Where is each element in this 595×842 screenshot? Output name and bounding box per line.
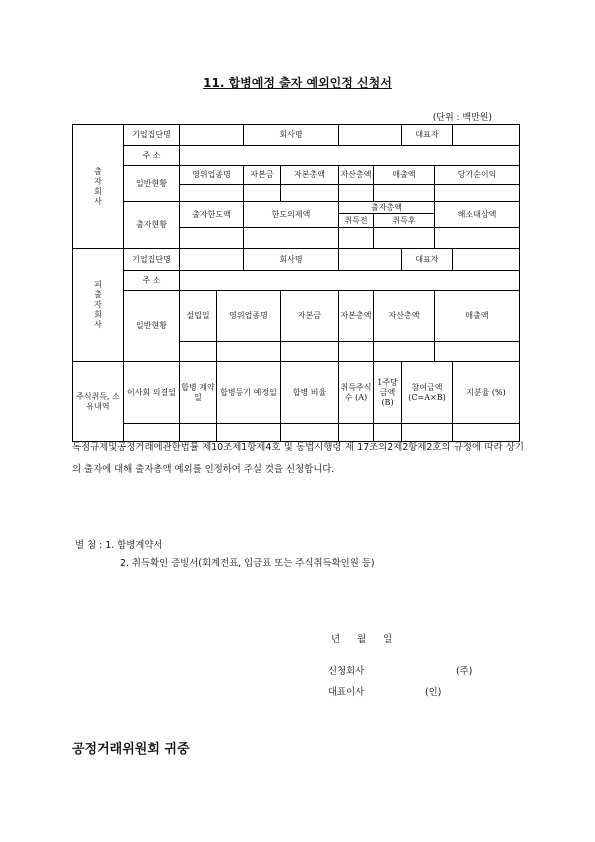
target-address-label: 주 소 (124, 271, 180, 291)
target-address-field[interactable] (180, 271, 520, 291)
investor-ceo-field[interactable] (453, 125, 520, 146)
investor-total-capital-field[interactable] (281, 185, 339, 202)
investor-general-label: 일반현황 (124, 166, 180, 202)
company-seal-mark: (주) (456, 666, 473, 677)
date-line: 년 월 일 (331, 634, 393, 645)
form-title (0, 74, 595, 91)
investor-col-total-assets: 자산총액 (339, 166, 374, 185)
target-company-label: 회사명 (244, 249, 339, 271)
application-statement: 독점규제및공정거래에관한법률 제10조제1항제4호 및 동법시행령 제 17조의2제2항제2호의 규정에 따라 상기의 출자에 대해 출자총액 예외를 인정하여 주실 것을 신청합니다. (72, 442, 524, 475)
investor-total-assets-field[interactable] (339, 185, 374, 202)
attachments-label: 별 첨 : (75, 540, 103, 551)
investor-col-capital: 자본금 (244, 166, 281, 185)
target-established-field[interactable] (180, 342, 217, 362)
target-ceo-label: 대표자 (402, 249, 453, 271)
target-col-established: 설립일 (180, 291, 217, 342)
investor-col-net-income: 당기순이익 (435, 166, 520, 185)
ceo-seal-mark: (인) (425, 687, 442, 698)
signature-ceo-label: 대표이사 (328, 687, 365, 698)
target-capital-field[interactable] (281, 342, 339, 362)
target-sales-field[interactable] (435, 342, 520, 362)
investor-col-before: 취득전 (339, 214, 374, 228)
investor-resolve-field[interactable] (435, 228, 520, 249)
target-group-label: 기업집단명 (124, 249, 180, 271)
target-industry-field[interactable] (217, 342, 281, 362)
target-general-label: 일반현황 (124, 291, 180, 362)
investor-col-total-investment: 출자총액 (339, 202, 435, 214)
target-company-field[interactable] (339, 249, 402, 271)
shares-section-label: 주식취득, 소유내역 (73, 362, 124, 442)
target-col-total-capital: 자본총액 (339, 291, 374, 342)
investor-col-limit: 출자한도액 (180, 202, 244, 228)
target-total-capital-field[interactable] (339, 342, 374, 362)
target-group-field[interactable] (180, 249, 244, 271)
target-col-industry: 영위업종명 (217, 291, 281, 342)
attachments (75, 537, 374, 573)
target-col-total-assets: 자산총액 (374, 291, 435, 342)
investor-col-excess: 한도의제액 (244, 202, 339, 228)
shares-col-contract-date: 합병 계약일 (180, 362, 217, 424)
investor-after-field[interactable] (374, 228, 435, 249)
target-col-sales: 매출액 (435, 291, 520, 342)
investor-section-label: 출 자 회 사 (73, 125, 124, 249)
signature-company-label: 신청회사 (328, 666, 365, 677)
shares-col-board-date: 이사회 의결일 (124, 362, 180, 424)
target-col-capital: 자본금 (281, 291, 339, 342)
investor-col-industry: 영위업종명 (180, 166, 244, 185)
signature-ceo (328, 684, 442, 698)
investor-company-field[interactable] (339, 125, 402, 146)
investor-col-total-capital: 자본총액 (281, 166, 339, 185)
investor-excess-field[interactable] (244, 228, 339, 249)
attachment-item: 1. 합병계약서 (105, 540, 163, 551)
investor-capital-field[interactable] (244, 185, 281, 202)
investor-group-field[interactable] (180, 125, 244, 146)
target-section-label: 피 출 자 회 사 (73, 249, 124, 362)
investor-company-label: 회사명 (244, 125, 339, 146)
investor-col-resolve: 해소대상액 (435, 202, 520, 228)
shares-col-stake: 지분율 (%) (453, 362, 520, 424)
target-total-assets-field[interactable] (374, 342, 435, 362)
investor-sales-field[interactable] (374, 185, 435, 202)
investor-col-after: 취득후 (374, 214, 435, 228)
unit-note: (단위 : 백만원) (432, 113, 492, 123)
application-table (72, 124, 520, 442)
addressee: 공정거래위원회 귀중 (72, 742, 190, 757)
investor-status-label: 출자현황 (124, 202, 180, 249)
target-ceo-field[interactable] (453, 249, 520, 271)
signature-company (328, 663, 473, 677)
investor-address-field[interactable] (180, 146, 520, 166)
investor-before-field[interactable] (339, 228, 374, 249)
investor-col-sales: 매출액 (374, 166, 435, 185)
investor-address-label: 주 소 (124, 146, 180, 166)
shares-col-quantity: 취득주식수 (A) (339, 362, 374, 424)
shares-col-amount: 참여금액 (C=A×B) (402, 362, 453, 424)
investor-ceo-label: 대표자 (402, 125, 453, 146)
investor-group-label: 기업집단명 (124, 125, 180, 146)
investor-net-income-field[interactable] (435, 185, 520, 202)
attachment-item: 2. 취득확인 증빙서(회계전표, 입금표 또는 주식취득확인원 등) (120, 558, 375, 569)
investor-limit-field[interactable] (180, 228, 244, 249)
shares-col-unit-price: 1주당 금액 (B) (374, 362, 402, 424)
shares-col-registration-date: 합병등기 예정일 (217, 362, 281, 424)
shares-col-ratio: 합병 비율 (281, 362, 339, 424)
form-title-text: 11. 합병예정 출자 예외인정 신청서 (203, 76, 392, 90)
investor-industry-field[interactable] (180, 185, 244, 202)
